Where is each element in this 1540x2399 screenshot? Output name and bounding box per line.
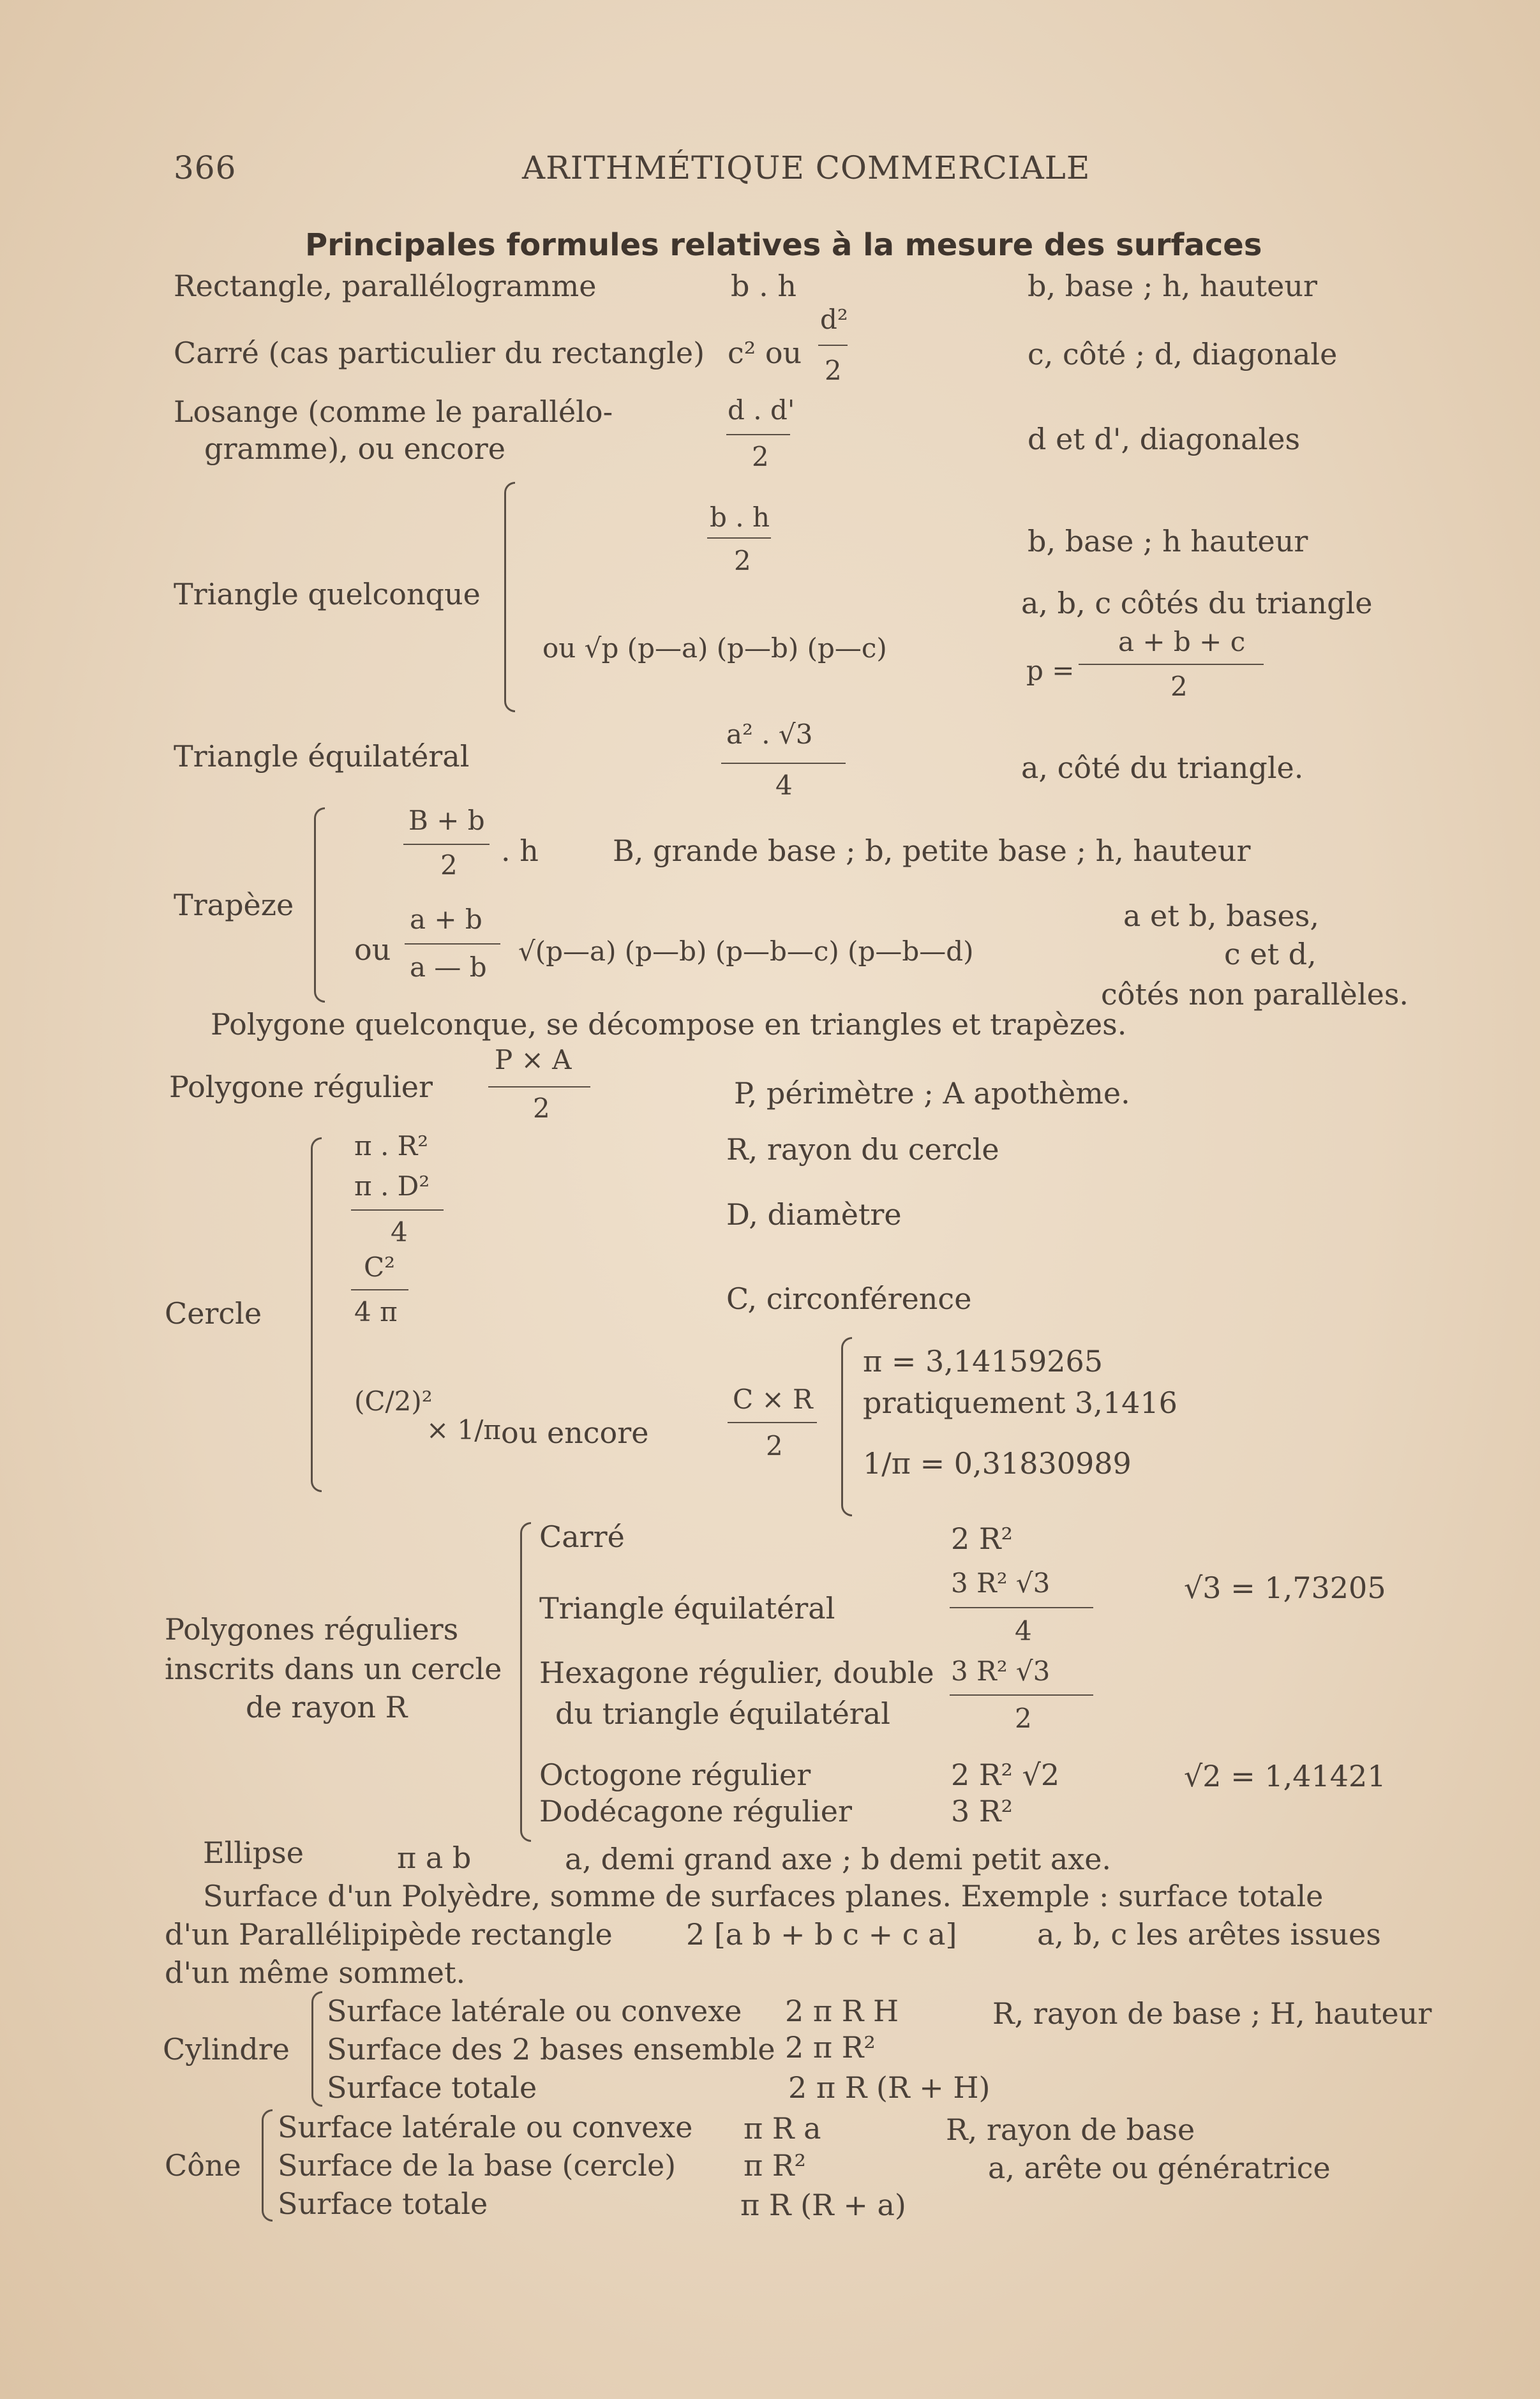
fraction-bar [1079, 664, 1264, 665]
inscrit-triangle-name: Triangle équilatéral [539, 1591, 835, 1625]
inscrit-triangle-den: 4 [1015, 1615, 1032, 1647]
fraction-bar [728, 1422, 817, 1423]
cylindre-label: Cylindre [163, 2032, 290, 2066]
inscrit-carre-formula: 2 R² [951, 1521, 1013, 1556]
cercle-label: Cercle [165, 1296, 262, 1331]
losange-num: d . d' [728, 394, 795, 426]
left-brace [262, 2109, 273, 2222]
carre-formula: c² ou [728, 336, 802, 370]
cercle-formula-3-num: C² [364, 1252, 395, 1283]
inscrit-triangle-num: 3 R² √3 [951, 1567, 1050, 1599]
polygone-quelconque: Polygone quelconque, se décompose en triangles et trapèzes. [211, 1007, 1127, 1042]
cercle-formula-4: (C/2)² [354, 1386, 433, 1417]
cone-label: Cône [165, 2148, 241, 2183]
equilateral-label: Triangle équilatéral [174, 739, 470, 774]
triangle-label: Triangle quelconque [174, 577, 481, 611]
cone-item-2: Surface de la base (cercle) [278, 2148, 677, 2183]
ellipse-desc: a, demi grand axe ; b demi petit axe. [565, 1842, 1112, 1876]
losange-desc: d et d', diagonales [1028, 422, 1301, 456]
polygone-regulier-desc: P, périmètre ; A apothème. [734, 1076, 1130, 1110]
trapeze-desc-2c: côtés non parallèles. [1101, 977, 1409, 1012]
trapeze-num-2: a + b [410, 904, 482, 935]
polyedre-line-2a: d'un Parallélipipède rectangle [165, 1917, 613, 1952]
cone-item-1: Surface latérale ou convexe [278, 2110, 693, 2144]
fraction-bar [707, 537, 771, 539]
page-number: 366 [174, 149, 237, 186]
fraction-bar [405, 943, 500, 945]
left-brace [311, 1137, 322, 1492]
inscrit-hexagone-name-2: du triangle équilatéral [555, 1696, 890, 1731]
polygone-regulier-den: 2 [533, 1093, 550, 1124]
inscrits-label-1: Polygones réguliers [165, 1612, 459, 1647]
left-brace [504, 482, 515, 712]
inscrit-dodecagone-name: Dodécagone régulier [539, 1794, 852, 1828]
equilateral-num: a² . √3 [726, 719, 813, 750]
inscrit-carre-name: Carré [539, 1520, 625, 1554]
cylindre-desc-1: R, rayon de base ; H, hauteur [992, 1996, 1432, 2031]
polyedre-line-2b: 2 [a b + b c + c a] [686, 1917, 957, 1952]
cone-formula-1: π R a [744, 2111, 821, 2146]
cone-desc-2: a, arête ou génératrice [988, 2151, 1331, 2185]
inscrit-hexagone-num: 3 R² √3 [951, 1655, 1050, 1687]
trapeze-num-1: B + b [408, 805, 485, 836]
cone-desc-1: R, rayon de base [946, 2112, 1195, 2147]
trapeze-radical: √(p—a) (p—b) (p—b—c) (p—b—d) [518, 936, 974, 967]
trapeze-desc-2a: a et b, bases, [1123, 899, 1319, 933]
cylindre-item-1: Surface latérale ou convexe [327, 1994, 742, 2028]
fraction-bar [351, 1209, 444, 1211]
triangle-desc-1: b, base ; h hauteur [1028, 524, 1308, 558]
cercle-ou-encore: ou encore [501, 1416, 649, 1450]
cercle-formula-5-den: 2 [766, 1430, 783, 1461]
inscrit-octogone-formula: 2 R² √2 [951, 1758, 1060, 1792]
fraction-bar [818, 345, 848, 346]
fraction-bar [488, 1086, 590, 1087]
cone-item-3: Surface totale [278, 2186, 488, 2221]
triangle-p-lhs: p = [1026, 655, 1075, 686]
triangle-den: 2 [734, 545, 751, 576]
polygone-regulier-num: P × A [495, 1044, 572, 1075]
equilateral-desc: a, côté du triangle. [1021, 751, 1304, 785]
inscrit-dodecagone-formula: 3 R² [951, 1794, 1013, 1828]
fraction-bar [351, 1289, 408, 1290]
cylindre-item-2: Surface des 2 bases ensemble [327, 2032, 775, 2066]
carre-label: Carré (cas particulier du rectangle) [174, 336, 705, 370]
rectangle-desc: b, base ; h, hauteur [1028, 269, 1318, 303]
sqrt3-note: √3 = 1,73205 [1184, 1571, 1386, 1605]
polygone-regulier-label: Polygone régulier [169, 1070, 433, 1104]
cercle-desc-2: D, diamètre [726, 1197, 902, 1232]
inscrit-hexagone-name: Hexagone régulier, double [539, 1655, 934, 1690]
fraction-bar [950, 1607, 1093, 1608]
cone-formula-2: π R² [744, 2148, 806, 2183]
fraction-bar [403, 844, 490, 845]
triangle-desc-2: a, b, c côtés du triangle [1021, 586, 1373, 620]
inscrit-hexagone-den: 2 [1015, 1703, 1032, 1734]
rectangle-label: Rectangle, parallélogramme [174, 269, 597, 303]
fraction-bar [726, 434, 790, 435]
cylindre-formula-2: 2 π R² [785, 2030, 876, 2065]
cercle-formula-2-den: 4 [391, 1216, 408, 1248]
carre-desc: c, côté ; d, diagonale [1028, 337, 1338, 371]
cylindre-formula-1: 2 π R H [785, 1994, 899, 2028]
fraction-bar [721, 763, 846, 764]
cercle-formula-4-times: × 1/π [426, 1414, 502, 1446]
sqrt2-note: √2 = 1,41421 [1184, 1759, 1386, 1793]
triangle-p-num: a + b + c [1118, 626, 1246, 657]
carre-num: d² [820, 304, 848, 335]
cercle-desc-3: C, circonférence [726, 1282, 972, 1316]
pi-practical: pratiquement 3,1416 [863, 1386, 1177, 1420]
inscrits-label-3: de rayon R [246, 1690, 408, 1724]
cylindre-item-3: Surface totale [327, 2070, 537, 2105]
inscrits-label-2: inscrits dans un cercle [165, 1652, 502, 1686]
trapeze-den-2: a — b [410, 952, 487, 983]
trapeze-desc-1: B, grande base ; b, petite base ; h, hauteur [613, 833, 1251, 868]
polyedre-line-3: d'un même sommet. [165, 1955, 466, 1990]
trapeze-ou: ou [354, 932, 391, 967]
cylindre-formula-3: 2 π R (R + H) [788, 2070, 991, 2105]
cercle-formula-2-num: π . D² [354, 1170, 430, 1202]
pi-value: π = 3,14159265 [863, 1344, 1103, 1379]
triangle-p-den: 2 [1170, 671, 1188, 702]
left-brace [314, 807, 325, 1003]
carre-den: 2 [825, 355, 842, 386]
triangle-num: b . h [710, 502, 770, 533]
fraction-bar [950, 1694, 1093, 1696]
ellipse-formula: π a b [397, 1841, 472, 1875]
cone-formula-3: π R (R + a) [740, 2188, 906, 2222]
ellipse-label: Ellipse [203, 1835, 304, 1870]
losange-den: 2 [752, 441, 769, 472]
inverse-pi: 1/π = 0,31830989 [863, 1446, 1132, 1481]
left-brace [841, 1337, 852, 1516]
cercle-formula-5-num: C × R [733, 1384, 813, 1415]
rectangle-formula: b . h [731, 269, 796, 303]
left-brace [520, 1522, 531, 1842]
cercle-desc-1: R, rayon du cercle [726, 1132, 999, 1167]
triangle-heron: ou √p (p—a) (p—b) (p—c) [542, 632, 887, 664]
equilateral-den: 4 [775, 770, 793, 801]
cercle-formula-1: π . R² [354, 1130, 429, 1162]
losange-label-2: gramme), ou encore [204, 431, 505, 466]
section-title: Principales formules relatives à la mesure des surfaces [305, 227, 1262, 263]
polyedre-line-2c: a, b, c les arêtes issues [1037, 1917, 1381, 1952]
trapeze-times-h: . h [501, 833, 539, 868]
running-title: ARITHMÉTIQUE COMMERCIALE [522, 149, 1091, 186]
losange-label-1: Losange (comme le parallélo- [174, 394, 613, 429]
inscrit-octogone-name: Octogone régulier [539, 1758, 811, 1792]
polyedre-line-1: Surface d'un Polyèdre, somme de surfaces planes. Exemple : surface totale [203, 1879, 1324, 1913]
trapeze-label: Trapèze [174, 888, 294, 922]
left-brace [311, 1991, 322, 2107]
cercle-formula-3-den: 4 π [354, 1296, 398, 1327]
trapeze-den-1: 2 [440, 849, 458, 881]
trapeze-desc-2b: c et d, [1224, 937, 1317, 971]
